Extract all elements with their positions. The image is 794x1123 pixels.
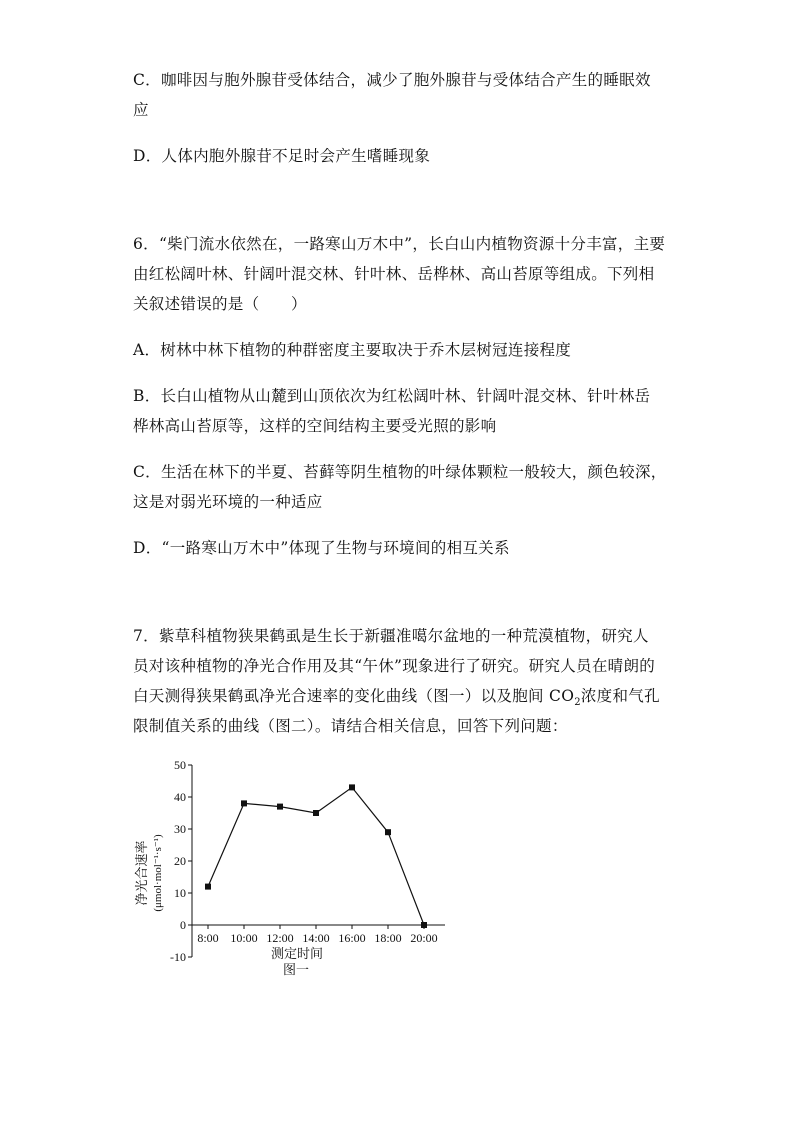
data-point (385, 829, 391, 835)
y-axis-label-line2: (μmol·mol⁻¹·s⁻¹) (152, 834, 164, 912)
q5-option-c-line2: 应 (133, 101, 149, 119)
y-tick-label: -10 (170, 950, 186, 964)
y-tick-label: 10 (174, 886, 186, 900)
figure-caption: 图一 (282, 962, 310, 977)
y-tick-label: 20 (174, 854, 186, 868)
q6-stem-line1: 6．“柴门流水依然在，一路寒山万木中”，长白山内植物资源十分丰富，主要 (133, 235, 666, 253)
data-point (277, 804, 283, 810)
y-tick-label: 0 (180, 918, 186, 932)
q6-option-b-line2: 桦林高山苔原等，这样的空间结构主要受光照的影响 (133, 417, 497, 435)
x-tick-label: 14:00 (302, 931, 330, 945)
data-point (421, 922, 427, 928)
y-axis-ticks (170, 758, 192, 964)
data-point (205, 884, 211, 890)
q6-option-c-line1: C．生活在林下的半夏、苔藓等阴生植物的叶绿体颗粒一般较大，颜色较深， (133, 463, 667, 481)
y-tick-label: 30 (174, 822, 186, 836)
x-axis-label: 测定时间 (270, 946, 324, 961)
y-tick-label: 40 (174, 790, 186, 804)
x-tick-label: 20:00 (410, 931, 438, 945)
net-photosynthesis-chart (130, 755, 460, 985)
series-line (208, 787, 424, 925)
q5-option-d: D．人体内胞外腺苷不足时会产生嗜睡现象 (133, 147, 431, 165)
data-points (205, 784, 427, 928)
x-tick-label: 12:00 (266, 931, 294, 945)
data-point (241, 800, 247, 806)
q6-option-a: A．树林中林下植物的种群密度主要取决于乔木层树冠连接程度 (133, 341, 572, 359)
q6-stem-line2: 由红松阔叶林、针阔叶混交林、针叶林、岳桦林、高山苔原等组成。下列相 (133, 265, 655, 283)
x-axis-ticks (197, 925, 437, 945)
data-point (349, 784, 355, 790)
q7-stem-line2: 员对该种植物的净光合作用及其“午休”现象进行了研究。研究人员在晴朗的 (133, 657, 656, 675)
q6-stem-line3: 关叙述错误的是（ ） (133, 295, 307, 313)
q5-option-c-line1: C．咖啡因与胞外腺苷受体结合，减少了胞外腺苷与受体结合产生的睡眠效 (133, 71, 651, 89)
q7-stem-line1: 7．紫草科植物狭果鹤虱是生长于新疆准噶尔盆地的一种荒漠植物，研究人 (133, 627, 649, 645)
q7-stem-line3: 白天测得狭果鹤虱净光合速率的变化曲线（图一）以及胞间 $CO_2$浓度和气孔 (133, 687, 660, 709)
q6-option-b-line1: B．长白山植物从山麓到山顶依次为红松阔叶林、针阔叶混交林、针叶林岳 (133, 387, 651, 405)
y-axis-label-line1: 净光合速率 (134, 840, 149, 906)
y-tick-label: 50 (174, 758, 186, 772)
x-tick-label: 10:00 (230, 931, 258, 945)
data-point (313, 810, 319, 816)
q6-option-c-line2: 这是对弱光环境的一种适应 (133, 493, 323, 511)
q7-stem-line4: 限制值关系的曲线（图二）。请结合相关信息，回答下列问题： (133, 717, 568, 735)
x-tick-label: 18:00 (374, 931, 402, 945)
q6-option-d: D．“一路寒山万木中”体现了生物与环境间的相互关系 (133, 539, 510, 557)
x-tick-label: 16:00 (338, 931, 366, 945)
x-tick-label: 8:00 (197, 931, 219, 945)
